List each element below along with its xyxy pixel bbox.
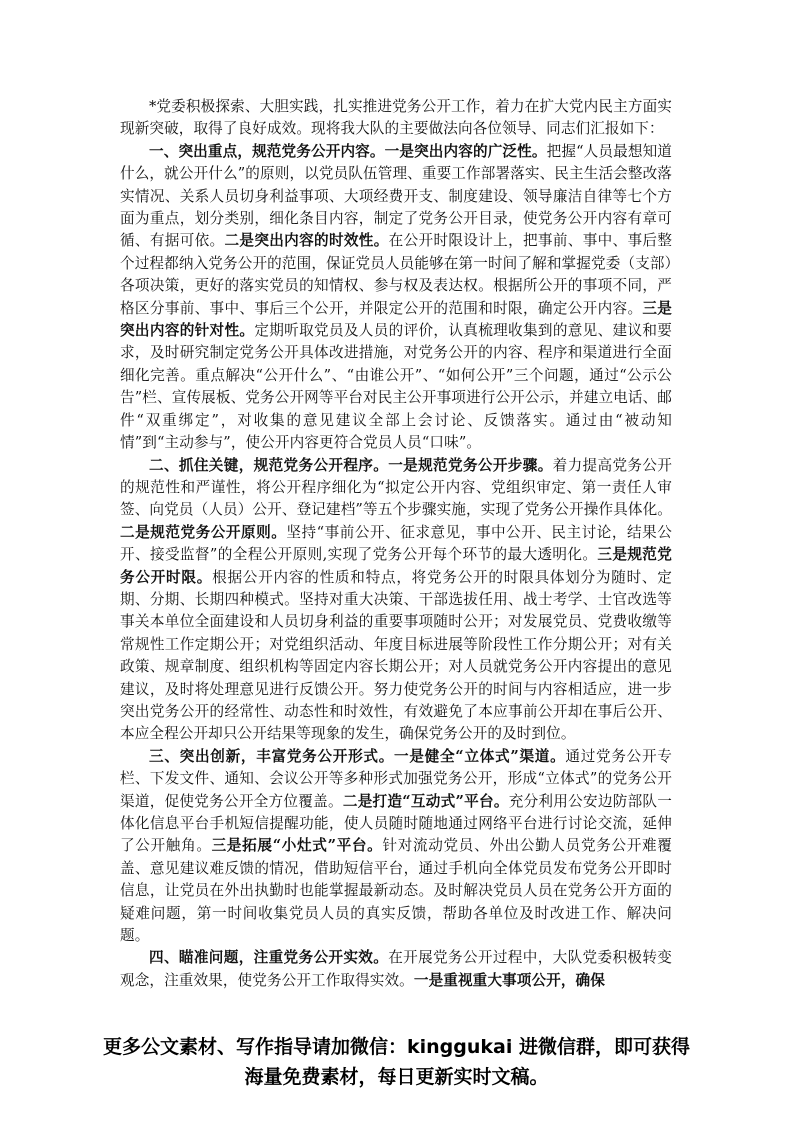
body-text: 在开展党务公开过程中，大队党委积极转变观念，注重效果，使党务公开工作取得实效。 — [120, 949, 672, 989]
bold-heading-text: 二是打造“互动式”平台。 — [342, 792, 509, 810]
bold-heading-text: 二是规范党务公开原则。 — [120, 523, 287, 541]
bold-heading-text: 一、突出重点，规范党务公开内容。 — [149, 142, 385, 160]
bold-heading-text: 二、抓住关键，规范党务公开程序。 — [149, 456, 389, 474]
body-text: 在公开时限设计上，把事前、事中、事后整个过程都纳入党务公开的范围，保证党员人员能够在第一时间了解和掌握党委（支部）各项决策，更好的落实党员的知情权、参与权及表达权。根据所公开的事项不同，严格区分事前、事中、事后三个公开，并限定公开的范围和时限，确定公开内容。 — [120, 232, 673, 317]
body-text: 根据公开内容的性质和特点，将党务公开的时限具体划分为随时、定期、分期、长期四种模式。坚持对重大决策、干部选拔任用、战士考学、士官改选等事关本单位全面建设和人员切身利益的重要事项随时公开；对发展党员、党费收缴等常规性工作定期公开；对党组织活动、年度目标进展等阶段性工作分期公开；对有关政策、规章制度、组织机构等固定内容长期公开；对人员就党务公开内容提出的意见建议，及时将处理意见进行反馈公开。努力使党务公开的时间与内容相适应，进一步突出党务公开的经常性、动态性和时效性，有效避免了本应事前公开却在事后公开、本应全程公开却只公开结果等现象的发生，确保党务公开的及时到位。 — [120, 568, 672, 743]
bold-heading-text: 三是突出内容的针对性。 — [120, 299, 672, 340]
bold-heading-text: 一是健全“立体式”渠道。 — [394, 747, 566, 765]
body-text: 着力提高党务公开的规范性和严谨性，将公开程序细化为“拟定公开内容、党组织审定、第一责任人审签、向党员（人员）公开、登记建档”等五个步骤实施，实现了党务公开操作具体化。 — [120, 456, 672, 519]
promo-line-2: 海量免费素材，每日更新实时文稿。 — [244, 1066, 549, 1088]
section-4-paragraph — [120, 947, 672, 992]
section-1-paragraph — [120, 141, 672, 455]
bold-heading-text: 三、突出创新，丰富党务公开形式。 — [149, 747, 395, 765]
bold-heading-text: 三是规范党务公开时限。 — [120, 546, 672, 586]
body-text: *党委积极探索、大胆实践，扎实推进党务公开工作，着力在扩大党内民主方面实现新突破，取得了良好成效。现将我大队的主要做法向各位领导、同志们汇报如下： — [120, 98, 672, 138]
document-body — [120, 96, 672, 992]
body-text: 坚持“事前公开、征求意见，事中公开、民主讨论，结果公开、接受监督”的全程公开原则,实现了党务公开每个环节的最大透明化。 — [120, 523, 672, 564]
body-text: 把握“人员最想知道什么，就公开什么”的原则，以党员队伍管理、重要工作部署落实、民主生活会整改落实情况、关系人员切身利益事项、大项经费开支、制度建设、领导廉洁自律等七个方面为重点，划分类别，细化条目内容，制定了党务公开目录，使党务公开内容有章可循、有据可依。 — [120, 142, 672, 250]
section-3-paragraph — [120, 746, 672, 948]
bold-heading-text: 一是规范党务公开步骤。 — [388, 456, 553, 474]
body-text: 通过党务公开专栏、下发文件、通知、会议公开等多种形式加强党务公开，形成“立体式”的党务公开渠道，促使党务公开全方位覆盖。 — [120, 747, 672, 810]
promo-footer — [100, 1032, 693, 1092]
section-2-paragraph — [120, 455, 672, 746]
bold-heading-text: 一是突出内容的广泛性。 — [384, 142, 547, 160]
body-text: 定期听取党员及人员的评价，认真梳理收集到的意见、建议和要求，及时研究制定党务公开具体改进措施，对党务公开的内容、程序和渠道进行全面细化完善。重点解决“公开什么”、“由谁公开”、“如何公开”三个问题，通过“公示公告”栏、宣传展板、党务公开网等平台对民主公开事项进行公开公示，并建立电话、邮件“双重绑定”，对收集的意见建议全部上会讨论、反馈落实。通过由“被动知情”到“主动参与”，使公开内容更符合党员人员“口味”。 — [120, 322, 672, 452]
bold-heading-text: 二是突出内容的时效性。 — [224, 232, 389, 250]
bold-heading-text: 一是重视重大事项公开，确保 — [413, 971, 605, 989]
promo-line-1: 更多公文素材、写作指导请加微信：kinggukai 进微信群，即可获得 — [103, 1036, 690, 1058]
bold-heading-text: 四、瞄准问题，注重党务公开实效。 — [149, 949, 389, 967]
body-text: 针对流动党员、外出公勤人员党务公开难覆盖、意见建议难反馈的情况，借助短信平台，通过手机向全体党员发布党务公开即时信息，让党员在外出执勤时也能掌握最新动态。及时解决党员人员在党务公开方面的疑难问题，第一时间收集党员人员的真实反馈，帮助各单位及时改进工作、解决问题。 — [120, 837, 672, 945]
intro-paragraph — [120, 96, 672, 141]
body-text: 充分利用公安边防部队一体化信息平台手机短信提醒功能，使人员随时随地通过网络平台进行讨论交流，延伸了公开触角。 — [120, 792, 672, 855]
bold-heading-text: 三是拓展“小灶式”平台。 — [211, 837, 383, 855]
